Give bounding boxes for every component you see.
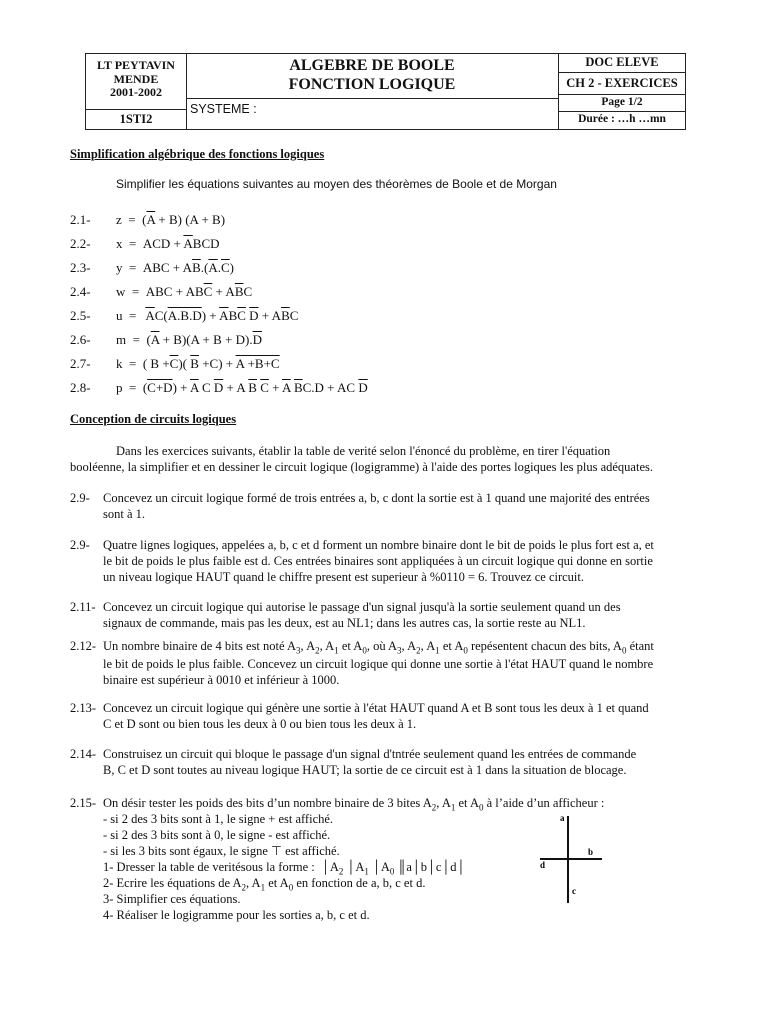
duration-label: Durée :	[578, 113, 615, 125]
exercise-2-15-line: 1- Dresser la table de veritésous la forme : $│A_2$ $│A_1$ $│A_0$ ║a│b│c│d│	[103, 860, 466, 877]
section-intro-line-1: Dans les exercices suivants, établir la table de verité selon l'énoncé du problème, en tirer l'équation	[116, 444, 611, 458]
equation-2-3: y = ABC + $A\overline{B}.(\overline{A}.\overline{C})$	[116, 260, 234, 275]
school-info	[86, 59, 186, 100]
exercise-2-9a-line: sont à 1.	[103, 507, 146, 521]
exercise-number: 2.15-	[70, 796, 97, 810]
school-name: LT PEYTAVIN	[97, 58, 175, 72]
equation-2-6: $m = (\overline{A} + B)(A + B + D).\overline{D}$	[116, 332, 262, 347]
exercise-2-14-line: B, C et D sont toutes au niveau logique HAUT; la sortie de ce circuit est à 1 dans la situation de blocage.	[103, 763, 627, 777]
exercise-2-12-line: binaire est supérieur à 0010 et inférieur à 1000.	[103, 673, 340, 687]
equation-number: 2.8-	[70, 380, 91, 395]
exercise-2-9b-line: Quatre lignes logiques, appelées a, b, c et d forment un nombre binaire dont le bit de poids le plus fort est a, et	[103, 538, 654, 552]
exercise-2-15-line	[103, 843, 340, 859]
class-label: 1STI2	[119, 112, 153, 126]
page-number: Page 1/2	[601, 96, 643, 108]
equation-2-8: $p = (C+D) + \overline{A}$ C $\overline{D} + A$ $\overline{B}$ $\overline{C} + \overline{A}$ $\overline{B}C.D$ + AC $\overline{D}$	[116, 380, 368, 395]
exercise-2-15-line: On désir tester les poids des bits d’un nombre binaire de 3 bites $A_2$, $A_1$ et $A_0$ à l’aide d’un afficheur :	[103, 796, 605, 813]
equation-2-1: $z = (\overline{A} + B) (A + B)$	[116, 212, 226, 227]
duration-value: …h …mn	[617, 113, 666, 125]
exercise-2-9b-line: un niveau logique HAUT quand le chiffre present est superieur à %0110 = 6. Trouvez ce circuit.	[103, 570, 584, 584]
segment-display-diagram	[530, 808, 610, 908]
equation-2-5: $u = \overline{A}C(A.B.D) + \overline{A}B\overline{C}$ $\overline{D} + A\overline{B}C$	[116, 308, 299, 323]
duration	[558, 113, 686, 125]
doc-type: DOC ELEVE	[585, 55, 659, 69]
exercise-2-15-line: - si 2 des 3 bits sont à 0, le signe - est affiché.	[103, 828, 331, 842]
exercise-number: 2.11-	[70, 600, 96, 614]
exercise-2-12-line: Un nombre binaire de 4 bits est noté $A_3$, $A_2$, $A_1$ et $A_0$, où $A_3$, $A_2$, $A_1$ et $A_0$ repésentent chacun des bits, $A_0$ étant	[103, 639, 654, 656]
exercise-2-15-text: 1- Dresser la table de veritésous la forme :	[103, 860, 315, 874]
equation-2-2: x = ACD + $\overline{A}BCD$	[116, 236, 220, 251]
header-divider	[86, 109, 186, 110]
school-year: 2001-2002	[110, 85, 162, 99]
exercise-2-9b-line: le bit de poids le plus faible est d. Ces entrées binaires sont appliquées à un circuit logique qui donne en sortie	[103, 554, 653, 568]
header-divider	[558, 111, 686, 112]
header-divider	[186, 98, 558, 99]
header-table	[85, 53, 686, 130]
segment-label-d: d	[540, 860, 546, 870]
exercise-number: 2.9-	[70, 538, 90, 552]
equation-number: 2.4-	[70, 284, 91, 299]
exercise-2-15-text: est affiché.	[285, 844, 340, 858]
exercise-2-15-text: - si les 3 bits sont égaux, le signe	[103, 844, 268, 858]
tee-sign-icon: ⊤	[271, 843, 282, 858]
segment-label-c: c	[572, 886, 576, 896]
doc-title	[186, 56, 558, 94]
school-city: MENDE	[113, 71, 159, 86]
exercise-number: 2.14-	[70, 747, 97, 761]
section-intro-simplification: Simplifier les équations suivantes au moyen des théorèmes de Boole et de Morgan	[116, 177, 557, 191]
exercise-2-13-line: Concevez un circuit logique qui génère une sortie à l'état HAUT quand A et B sont tous les deux à 1 et quand	[103, 701, 649, 715]
equation-number: 2.1-	[70, 212, 91, 227]
header-divider	[558, 72, 686, 73]
section-title-simplification: Simplification algébrique des fonctions logiques	[70, 147, 325, 161]
segment-label-a: a	[560, 813, 565, 823]
chapter-label: CH 2 - EXERCICES	[566, 76, 678, 90]
equation-number: 2.6-	[70, 332, 91, 347]
exercise-2-15-line: - si 2 des 3 bits sont à 1, le signe + est affiché.	[103, 812, 334, 826]
equation-2-7: k = ( $B +\overline{C}$)( $\overline{B} +C) + A +B+C$	[116, 356, 280, 371]
exercise-number: 2.12-	[70, 639, 97, 653]
exercise-2-11-line: Concevez un circuit logique qui autorise le passage d'un signal jusqu'à la sortie seulement quand un des	[103, 600, 621, 614]
exercise-number: 2.13-	[70, 701, 97, 715]
equation-number: 2.7-	[70, 356, 91, 371]
exercise-2-12-line: le bit de poids le plus faible. Concevez un circuit logique qui donne une sortie à l'état HAUT quand le nombre	[103, 657, 654, 671]
equation-number: 2.2-	[70, 236, 91, 251]
header-divider	[558, 94, 686, 95]
exercise-2-15-line: 2- Ecrire les équations de $A_2$, $A_1$ et $A_0$ en fonction de a, b, c et d.	[103, 876, 426, 893]
exercise-2-14-line: Construisez un circuit qui bloque le passage d'un signal d'tntrée seulement quand les entrées de commande	[103, 747, 637, 761]
section-intro-line-2: booléenne, la simplifier et en dessiner le circuit logique (logigramme) à l'aide des portes logiques les plus adéquates.	[70, 460, 653, 474]
title-line-2: FONCTION LOGIQUE	[288, 76, 456, 93]
equation-number: 2.3-	[70, 260, 91, 275]
exercise-2-15-line: 4- Réaliser le logigramme pour les sorties a, b, c et d.	[103, 908, 370, 922]
exercise-2-9a-line: Concevez un circuit logique formé de trois entrées a, b, c dont la sortie est à 1 quand une majorité des entrées	[103, 491, 650, 505]
section-title-conception: Conception de circuits logiques	[70, 412, 237, 426]
segment-label-b: b	[588, 847, 594, 857]
exercise-number: 2.9-	[70, 491, 90, 505]
equation-2-4: w = ABC + $AB\overline{C} + A\overline{B}C$	[116, 284, 253, 299]
exercise-2-15-line: 3- Simplifier ces équations.	[103, 892, 241, 906]
exercise-2-11-line: signaux de commande, mais pas les deux, est au NL1; dans les autres cas, la sortie reste au NL1.	[103, 616, 586, 630]
title-line-1: ALGEBRE DE BOOLE	[289, 57, 455, 74]
system-label: SYSTEME :	[190, 102, 257, 116]
equation-number: 2.5-	[70, 308, 91, 323]
exercise-2-13-line: C et D sont ou bien tous les deux à 0 ou bien tous les deux à 1.	[103, 717, 417, 731]
